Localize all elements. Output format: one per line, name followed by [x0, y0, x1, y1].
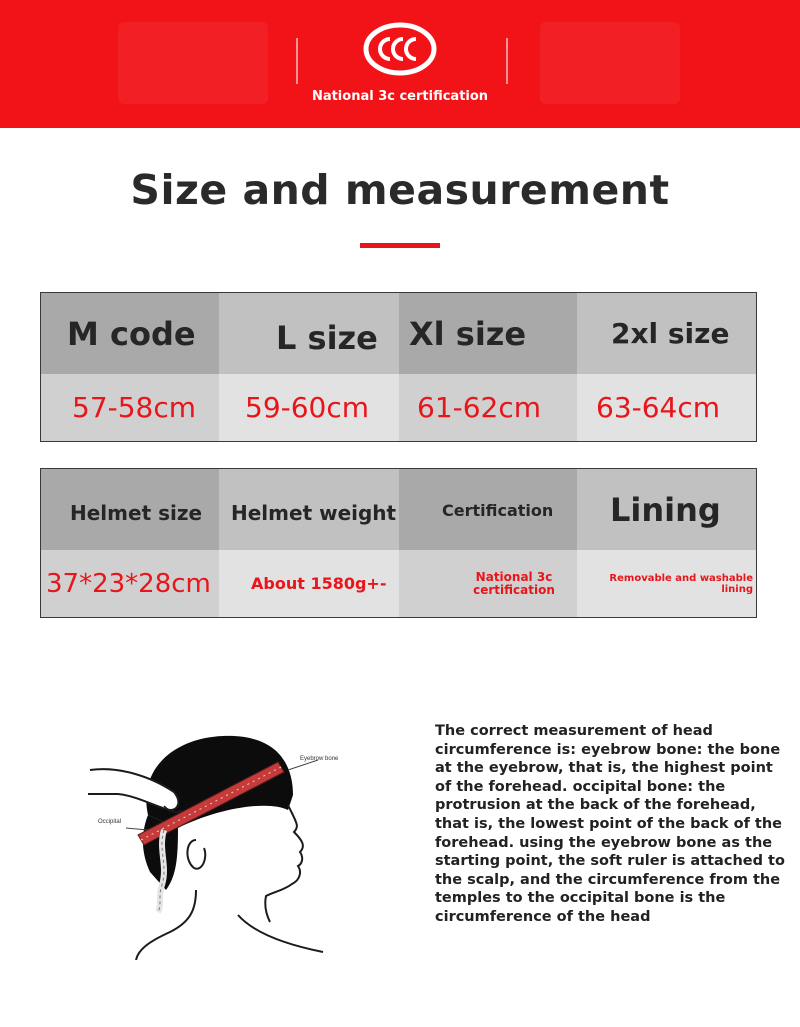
spec-value-size-label: 37*23*28cm — [46, 568, 211, 599]
size-header-xl-label: Xl size — [409, 314, 527, 353]
face-profile-outline — [265, 805, 303, 922]
spec-table — [40, 468, 757, 618]
size-value-xl — [399, 374, 577, 441]
eyebrow-label: Eyebrow bone — [300, 756, 339, 762]
spec-header-weight — [219, 469, 399, 550]
page-title: Size and measurement — [130, 166, 670, 214]
size-header-xl — [399, 293, 577, 374]
size-header-m-label: M code — [67, 314, 196, 353]
spec-value-weight-label: About 1580g+- — [251, 574, 387, 593]
spec-header-certification — [399, 469, 577, 550]
neck-outline — [136, 890, 196, 960]
spec-header-certification-label: Certification — [442, 501, 554, 520]
size-value-l — [219, 374, 399, 441]
spec-value-size — [41, 550, 219, 617]
measurement-description: The correct measurement of head circumference is: eyebrow bone: the bone at the eyebrow, that is, the highest point of the forehead. occipital bone: the protrusion at the back of the forehead, that is, the lowest point of the back of the forehead. using the eyebrow bone as the starting point, the soft ruler is attached to the scalp, and the circumference from the temples to the occipital bone is the circumference of the head — [435, 723, 785, 925]
size-value-2xl-label: 63-64cm — [596, 391, 721, 424]
spec-header-weight-label: Helmet weight — [231, 500, 397, 525]
size-value-l-label: 59-60cm — [245, 391, 370, 424]
size-header-l-label: L size — [276, 318, 378, 357]
spec-header-size-label: Helmet size — [70, 500, 203, 525]
ccc-certification-icon — [363, 22, 437, 76]
banner-divider-left — [296, 38, 298, 84]
size-value-2xl — [577, 374, 756, 441]
size-header-2xl-label: 2xl size — [611, 317, 730, 350]
title-underline — [360, 243, 440, 248]
size-value-m-label: 57-58cm — [72, 391, 197, 424]
size-table — [40, 292, 757, 442]
spec-value-lining-label: Removable and washable lining — [609, 572, 753, 595]
spec-header-size — [41, 469, 219, 550]
banner-divider-right — [506, 38, 508, 84]
head-measurement-diagram — [78, 700, 348, 960]
spec-value-weight — [219, 550, 399, 617]
size-header-m — [41, 293, 219, 374]
spec-value-lining — [577, 550, 756, 617]
certification-banner — [0, 0, 800, 128]
size-header-2xl — [577, 293, 756, 374]
spec-header-lining — [577, 469, 756, 550]
size-value-xl-label: 61-62cm — [417, 391, 542, 424]
banner-certification-text: National 3c certification — [311, 89, 489, 104]
hair-shape — [146, 736, 293, 828]
size-value-m — [41, 374, 219, 441]
ear-outline — [187, 840, 205, 869]
occipital-label: Occipital — [98, 819, 122, 825]
spec-value-certification — [399, 550, 577, 617]
size-header-l — [219, 293, 399, 374]
spec-value-certification-label: National 3c certification — [473, 569, 555, 597]
shoulder-outline — [238, 915, 323, 952]
spec-header-lining-label: Lining — [610, 490, 721, 529]
